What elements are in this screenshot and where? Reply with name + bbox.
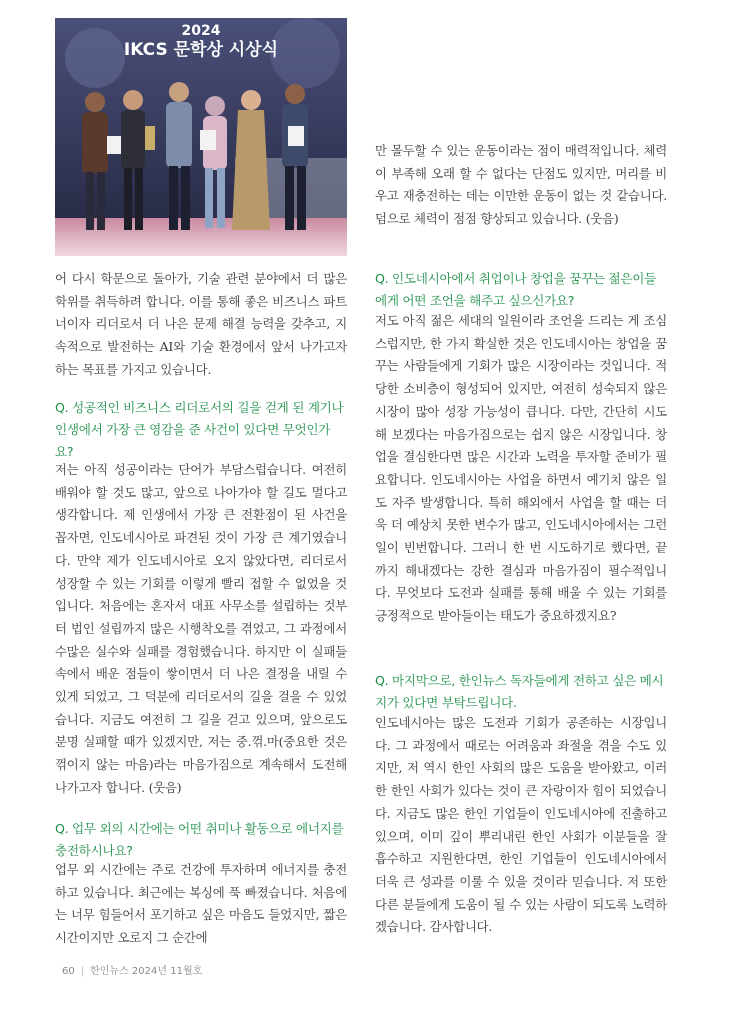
answer-1: 저는 아직 성공이라는 단어가 부담스럽습니다. 여전히 배워야 할 것도 많고, 앞으로 나아가야 할 길도 멀다고 생각합니다. 제 인생에서 가장 큰 전환점이 된 사건을 꼽자면, 인도네시아로 파견된 것이 가장 큰 계기였습니다. 만약 제가 인도네시아로 오지 않았다면, 리더로서 성장할 수 있는 기회를 이렇게 빨리 접할 수 없었을 것입니다. 처음에는 혼자서 대표 사무소를 설립하는 것부터 법인 설립까지 많은 시행착오를 겪었고, 그 과정에서 수많은 실수와 실패를 경험했습니다. 하지만 이 실패들 속에서 배운 점들이 쌓이면서 더 나은 결정을 내릴 수 있게 되었고, 그 덕분에 리더로서의 길을 걸을 수 있었습니다. 지금도 여전히 그 길을 걷고 있으며, 앞으로도 분명 실패할 때가 있겠지만, 저는 중.꺾.마(중요한 것은 꺾이지 않는 마음)라는 마음가짐으로 계속해서 도전해 나가고자 합니다. (웃음) bbox=[55, 462, 347, 795]
page-footer bbox=[62, 962, 202, 977]
question-3: Q. 인도네시아에서 취업이나 창업을 꿈꾸는 젊은이들에게 어떤 조언을 해주고 싶으신가요? bbox=[375, 271, 657, 308]
event-photo bbox=[55, 18, 347, 256]
question-2: Q. 업무 외의 시간에는 어떤 취미나 활동으로 에너지를 충전하시나요? bbox=[55, 821, 344, 858]
answer-2-end: 만 몰두할 수 있는 운동이라는 점이 매력적입니다. 체력이 부족해 오래 할 수 없다는 단점도 있지만, 머리를 비우고 재충전하는 데는 이만한 운동이 없는 것 같습니다. 덤으로 체력이 점점 향상되고 있습니다. (웃음) bbox=[375, 143, 667, 227]
banner-title: IKCS 문학상 시상식 bbox=[123, 40, 279, 60]
award-ceremony-image bbox=[55, 18, 347, 256]
banner-year: 2024 bbox=[181, 23, 221, 39]
footer-separator: | bbox=[80, 966, 85, 977]
answer-4: 인도네시아는 많은 도전과 기회가 공존하는 시장입니다. 그 과정에서 때로는 어려움과 좌절을 겪을 수도 있지만, 저 역시 한인 사회의 많은 도움을 받아왔고, 이러한 한인 사회가 있다는 것이 큰 자랑이자 힘이 되었습니다. 지금도 많은 한인 기업들이 인도네시아에 진출하고 있으며, 이미 깊이 뿌리내린 한인 사회가 이분들을 잘 흡수하고 지원한다면, 한인 기업들이 인도네시아에서 더욱 큰 성과를 이룰 수 있을 것이라 믿습니다. 저 또한 다른 분들에게 도움이 될 수 있는 사람이 되도록 노력하겠습니다. 감사합니다. bbox=[375, 715, 667, 935]
question-4: Q. 마지막으로, 한인뉴스 독자들에게 전하고 싶은 메시지가 있다면 부탁드립니다. bbox=[375, 673, 664, 710]
intro-paragraph: 어 다시 학문으로 돌아가, 기술 관련 분야에서 더 많은 학위를 취득하려 합니다. 이를 통해 좋은 비즈니스 파트너이자 리더로서 더 나은 문제 해결 능력을 갖추고, 지속적으로 발전하는 AI와 기술 환경에서 앞서 나가고자 하는 목표를 가지고 있습니다. bbox=[55, 271, 347, 377]
page-number: 60 bbox=[62, 966, 75, 977]
answer-3: 저도 아직 젊은 세대의 일원이라 조언을 드리는 게 조심스럽지만, 한 가지 확실한 것은 인도네시아는 창업을 꿈꾸는 사람들에게 기회가 많은 시장이라는 것입니다. 적당한 소비층이 형성되어 있지만, 여전히 성숙되지 않은 시장이 많아 성장 가능성이 큽니다. 다만, 간단히 시도해 보겠다는 마음가짐으로는 쉽지 않은 시장입니다. 창업을 결심한다면 많은 시간과 노력을 투자할 준비가 필요합니다. 인도네시아는 사업을 하면서 예기치 않은 일도 자주 발생합니다. 특히 해외에서 사업을 할 때는 더욱 더 예상치 못한 변수가 많고, 인도네시아에서는 그런 일이 빈번합니다. 그러니 한 번 시도하기로 했다면, 끝까지 해내겠다는 강한 결심과 마음가짐이 필수적입니다. 무엇보다 도전과 실패를 통해 배울 수 있는 기회를 긍정적으로 받아들이는 태도가 중요하겠지요? bbox=[375, 313, 667, 624]
answer-2-start: 업무 외 시간에는 주로 건강에 투자하며 에너지를 충전하고 있습니다. 최근에는 복싱에 푹 빠졌습니다. 처음에는 너무 힘들어서 포기하고 싶은 마음도 들었지만, 짧은 시간이지만 오로지 그 순간에 bbox=[55, 862, 347, 946]
publication-name: 한인뉴스 2024년 11월호 bbox=[90, 966, 203, 977]
question-1: Q. 성공적인 비즈니스 리더로서의 길을 걷게 된 계기나 인생에서 가장 큰 영감을 준 사건이 있다면 무엇인가요? bbox=[55, 400, 344, 459]
